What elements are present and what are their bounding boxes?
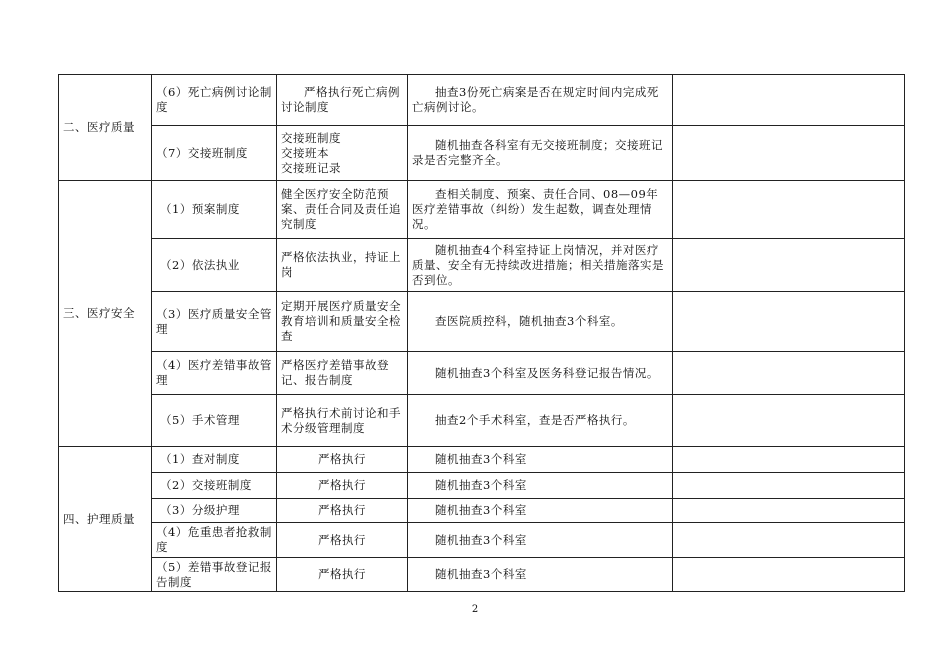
table-row bbox=[59, 75, 905, 126]
standard-cell: 严格执行 bbox=[277, 473, 408, 499]
item-cell: （2）交接班制度 bbox=[152, 473, 277, 499]
item-cell: （3）医疗质量安全管理 bbox=[152, 292, 277, 352]
note-cell bbox=[673, 395, 905, 447]
note-cell bbox=[673, 558, 905, 592]
page-number: 2 bbox=[471, 604, 479, 615]
table-row bbox=[59, 447, 905, 473]
standard-cell: 交接班制度 交接班本 交接班记录 bbox=[277, 126, 408, 181]
note-cell bbox=[673, 473, 905, 499]
note-cell bbox=[673, 126, 905, 181]
method-cell: 随机抽查4个科室持证上岗情况，并对医疗质量、安全有无持续改进措施；相关措施落实是否到位。 bbox=[408, 239, 673, 292]
category-cell: 四、护理质量 bbox=[59, 447, 152, 592]
item-cell: （5）差错事故登记报告制度 bbox=[152, 558, 277, 592]
table-row bbox=[59, 558, 905, 592]
item-cell: （7）交接班制度 bbox=[152, 126, 277, 181]
standard-cell: 严格医疗差错事故登记、报告制度 bbox=[277, 352, 408, 395]
note-cell bbox=[673, 181, 905, 239]
table-row bbox=[59, 395, 905, 447]
table-row bbox=[59, 523, 905, 558]
standard-cell: 严格执行 bbox=[277, 447, 408, 473]
item-cell: （5）手术管理 bbox=[152, 395, 277, 447]
note-cell bbox=[673, 523, 905, 558]
table-row bbox=[59, 473, 905, 499]
standard-cell: 严格执行死亡病例讨论制度 bbox=[277, 75, 408, 126]
table-row bbox=[59, 292, 905, 352]
method-cell: 抽查3份死亡病案是否在规定时间内完成死亡病例讨论。 bbox=[408, 75, 673, 126]
note-cell bbox=[673, 499, 905, 523]
note-cell bbox=[673, 292, 905, 352]
note-cell bbox=[673, 447, 905, 473]
standard-cell: 严格执行 bbox=[277, 499, 408, 523]
standard-cell: 定期开展医疗质量安全教育培训和质量安全检查 bbox=[277, 292, 408, 352]
method-cell: 随机抽查3个科室 bbox=[408, 447, 673, 473]
standard-cell: 严格执行 bbox=[277, 558, 408, 592]
item-cell: （4）危重患者抢救制度 bbox=[152, 523, 277, 558]
note-cell bbox=[673, 239, 905, 292]
item-cell: （1）预案制度 bbox=[152, 181, 277, 239]
table-row bbox=[59, 239, 905, 292]
note-cell bbox=[673, 75, 905, 126]
note-cell bbox=[673, 352, 905, 395]
standard-cell: 健全医疗安全防范预案、责任合同及责任追究制度 bbox=[277, 181, 408, 239]
table-row bbox=[59, 499, 905, 523]
item-cell: （6）死亡病例讨论制度 bbox=[152, 75, 277, 126]
method-cell: 随机抽查3个科室 bbox=[408, 523, 673, 558]
standard-cell: 严格依法执业，持证上岗 bbox=[277, 239, 408, 292]
table-row bbox=[59, 126, 905, 181]
method-cell: 抽查2个手术科室，查是否严格执行。 bbox=[408, 395, 673, 447]
method-cell: 随机抽查3个科室 bbox=[408, 473, 673, 499]
item-cell: （2）依法执业 bbox=[152, 239, 277, 292]
method-cell: 随机抽查各科室有无交接班制度；交接班记录是否完整齐全。 bbox=[408, 126, 673, 181]
item-cell: （3）分级护理 bbox=[152, 499, 277, 523]
inspection-table bbox=[58, 74, 905, 592]
table-row bbox=[59, 352, 905, 395]
standard-cell: 严格执行术前讨论和手术分级管理制度 bbox=[277, 395, 408, 447]
category-cell: 三、医疗安全 bbox=[59, 181, 152, 447]
table-row bbox=[59, 181, 905, 239]
method-cell: 查相关制度、预案、责任合同、08—09年医疗差错事故（纠纷）发生起数，调查处理情况。 bbox=[408, 181, 673, 239]
standard-cell: 严格执行 bbox=[277, 523, 408, 558]
item-cell: （1）查对制度 bbox=[152, 447, 277, 473]
method-cell: 查医院质控科，随机抽查3个科室。 bbox=[408, 292, 673, 352]
category-cell: 二、医疗质量 bbox=[59, 75, 152, 181]
method-cell: 随机抽查3个科室 bbox=[408, 558, 673, 592]
method-cell: 随机抽查3个科室及医务科登记报告情况。 bbox=[408, 352, 673, 395]
item-cell: （4）医疗差错事故管理 bbox=[152, 352, 277, 395]
method-cell: 随机抽查3个科室 bbox=[408, 499, 673, 523]
